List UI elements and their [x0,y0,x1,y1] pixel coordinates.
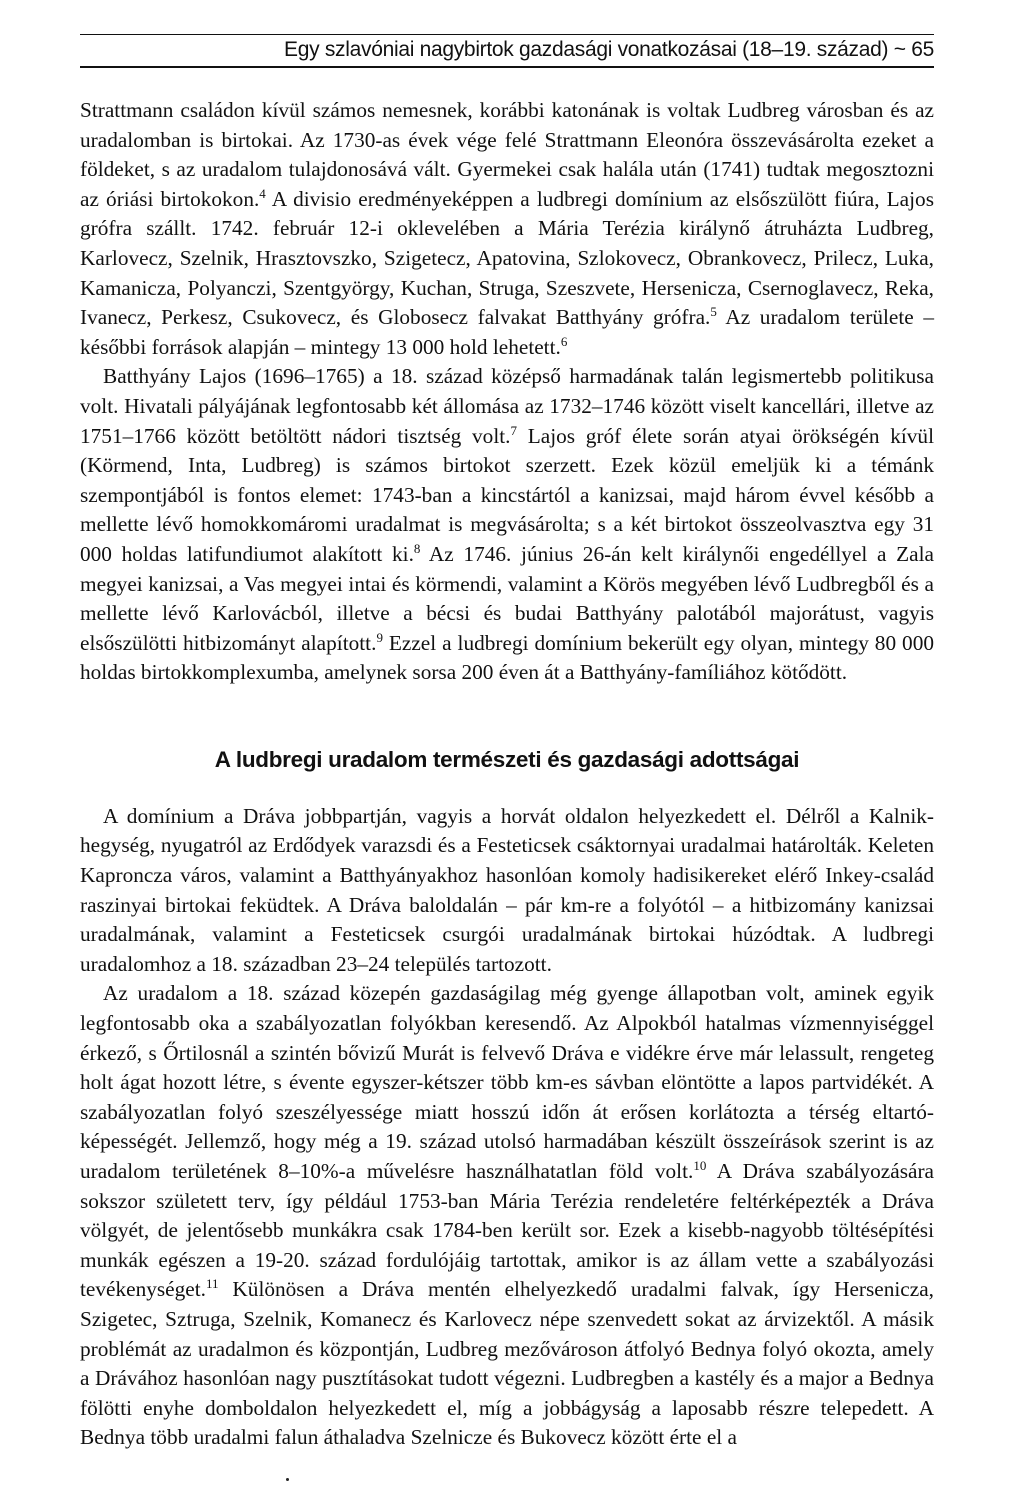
footnote-ref: 9 [376,629,383,645]
paragraph [80,362,934,688]
body-section-1 [80,96,934,688]
footnote-ref: 4 [259,185,266,201]
body-text [80,96,934,1453]
footnote-ref: 5 [710,304,717,320]
running-header [80,36,934,68]
section-heading: A ludbregi uradalom természeti és gazdasági adottságai [214,746,800,772]
text-run: Lajos gróf élete során atyai örökségén kívül (Körmend, Inta, Ludbreg) is számos birtokot szerzett. Ezek közül emeljük ki a témánk szempontjából is fontos elemet: 1743-ban a kincstártól a kanizsai, majd három évvel később a mellette lévő homokkomáromi uradalmat is megvásárolta; s a két birtokot összeolvasztva egy 31 000 holdas latifundiumot alakított ki. [80,423,934,566]
text-run: Strattmann családon kívül számos nemesnek, korábbi katonának is voltak Ludbreg városban és az uradalomban is birtokai. Az 1730-as évek vége felé Strattmann Eleonóra összevásárolta ezeket a földeket, s az uradalom tulajdonosává vált. Gyermekei csak halála után (1741) tudtak megosztozni az óriási birtokokon. [80,98,934,211]
paragraph [80,96,934,362]
text-run: Ezzel a ludbregi domínium bekerült egy olyan, mintegy 80 000 holdas birtokkomplexumba, amelynek sorsa 200 éven át a Batthyány-famíliához kötődött. [80,630,935,685]
running-title: Egy szlavóniai nagybirtok gazdasági vonatkozásai (18–19. század) ~ 65 [284,38,934,61]
paragraph [80,802,934,980]
text-run: A domínium a Dráva jobbpartján, vagyis a horvát oldalon helyezkedett el. Délről a Kalnik-hegység, nyugatról az Erdődyek varazsdi és a Festeticsek csáktornyai uradalmai határolták. Keleten Kaproncza város, valamint a Batthyányakhoz hasonlóan komoly hadisikereket elérő Inkey-család raszinyai birtokai feküdtek. A Dráva baloldalán – pár km-re a folyótól – a hitbizomány kanizsai uradalmának, valamint a Festeticsek csurgói uradalmának birtokai húzódtak. A ludbregi uradalomhoz a 18. században 23–24 település tartozott. [80,803,934,976]
text-run: Batthyány Lajos (1696–1765) a 18. század középső harmadának talán legismertebb politikusa volt. Hivatali pályájának legfontosabb két állomása az 1732–1746 között viselt kancellári, illetve az 1751–1766 között betöltött nádori tisztség volt. [80,364,934,448]
paragraph [80,979,934,1453]
footnote-ref: 6 [560,333,568,349]
text-run: Az uradalom a 18. század közepén gazdaságilag még gyenge állapotban volt, aminek egyik legfontosabb oka a szabályozatlan folyókban keresendő. Az Alpokból hatalmas vízmennyiséggel érkező, s Őrtilosnál a szintén bővizű Murát is felvevő Dráva e vidékre érve már lelassult, rengeteg holt ágat hozott létre, s évente egyszer-kétszer több km-es sávban elöntötte a lapos partvidékét. A szabályozatlan folyó szeszélyessége miatt hosszú időn át erősen korlátozta a térség eltartó-képességét. Jellemző, hogy még a 19. század utolsó harmadában készült összeírások szerint is az uradalom területének 8–10%-a művelésre használhatatlan föld volt. [80,981,934,1183]
text-run: Az 1746. június 26-án kelt királynői engedéllyel a Zala megyei kanizsai, a Vas megyei intai és körmendi, valamint a Körös megyében lévő Ludbregből és a mellette lévő Karlovácból, illetve a bécsi és budai Batthyány palotából majorátust, vagyis elsőszülötti hitbizományt alapított. [80,541,934,655]
footnote-ref: 10 [693,1158,707,1173]
header-rule [80,34,934,35]
text-run: Különösen a Dráva mentén elhelyezkedő uradalmi falvak, így Hersenicza, Szigetec, Sztruga, Szelnik, Komanecz és Karlovecz népe szenvedett sokat az árvizektől. A másik problémát az uradalmon és központján, Ludbreg mezővároson átfolyó Bednya folyó okozta, amely a Drávához hasonlóan nagy pusztításokat tudott végezni. Ludbregben a kastély és a major a Bednya fölötti enyhe domboldalon helyezkedett el, míg a jobbágyság a laposabb részre telepedett. A Bednya több uradalmi falun áthaladva Szelnicze és Bukovecz között érte el a [80,1277,934,1450]
text-run: Az uradalom területe – későbbi források alapján – mintegy 13 000 hold lehetett. [80,305,934,359]
text-run: A Dráva szabályozására sokszor született terv, így például 1753-ban Mária Terézia rendeletére feltérképezték a Dráva völgyét, de jelentősebb munkákra csak 1784-ben került sor. Ezek a kisebb-nagyobb töltésépítési munkák egészen a 19-20. század fordulójáig tartottak, amikor is az állam vette a szabályozási tevékenységet. [80,1159,934,1302]
text-run: A divisio eredményeképpen a ludbregi domínium az elsőszülött fiúra, Lajos grófra szállt. 1742. február 12-i oklevelében a Mária Terézia királynő átruházta Ludbreg, Karlovecz, Szelnik, Hrasztovszko, Szigetecz, Apatovina, Szlokovecz, Obrankovecz, Prilecz, Luka, Kamanicza, Polyanczi, Szentgyörgy, Kuchan, Struga, Szeszvete, Hersenicza, Csernoglavecz, Reka, Ivanecz, Perkesz, Csukovecz, és Globosecz falvakat Batthyány grófra. [80,186,934,330]
footnote-ref: 7 [510,422,517,438]
body-section-2 [80,802,934,1453]
footnote-ref: 8 [413,540,421,556]
footnote-ref: 11 [205,1276,219,1292]
page-speck [286,1478,289,1481]
